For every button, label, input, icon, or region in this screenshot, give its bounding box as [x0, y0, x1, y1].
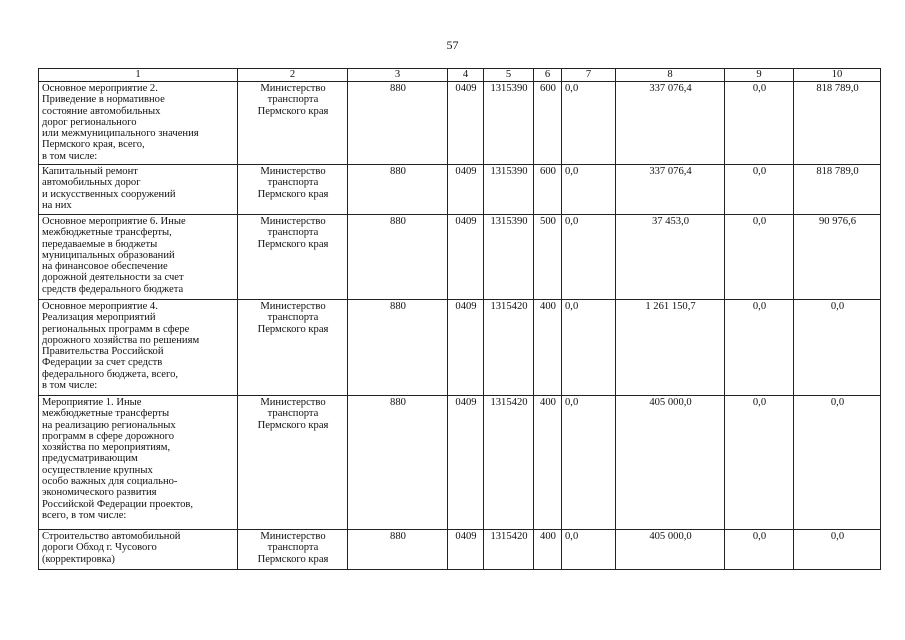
- header-cell: 4: [448, 69, 484, 82]
- org-cell: Министерство транспорта Пермского края: [238, 396, 348, 530]
- cell-col5: 1315390: [484, 165, 534, 215]
- table-row: [39, 82, 881, 165]
- header-cell: 8: [616, 69, 725, 82]
- cell-col7: 0,0: [562, 530, 616, 570]
- cell-col10: 818 789,0: [794, 82, 881, 165]
- row-name-cell: Основное мероприятие 6. Иные межбюджетные трансферты, передаваемые в бюджеты муниципальных образований на финансовое обеспечение дорожной деятельности за счет средств федерального бюджета: [39, 215, 238, 300]
- cell-col7: 0,0: [562, 300, 616, 396]
- table-row: [39, 530, 881, 570]
- header-cell: 2: [238, 69, 348, 82]
- cell-col3: 880: [348, 396, 448, 530]
- cell-col10: 818 789,0: [794, 165, 881, 215]
- cell-col4: 0409: [448, 300, 484, 396]
- cell-col7: 0,0: [562, 396, 616, 530]
- org-cell: Министерство транспорта Пермского края: [238, 82, 348, 165]
- cell-col6: 600: [534, 82, 562, 165]
- header-cell: 9: [725, 69, 794, 82]
- cell-col4: 0409: [448, 396, 484, 530]
- table-row: [39, 396, 881, 530]
- cell-col7: 0,0: [562, 82, 616, 165]
- header-cell: 5: [484, 69, 534, 82]
- cell-col3: 880: [348, 165, 448, 215]
- header-cell: 3: [348, 69, 448, 82]
- cell-col5: 1315420: [484, 300, 534, 396]
- cell-col3: 880: [348, 530, 448, 570]
- header-row: [39, 69, 881, 82]
- cell-col10: 0,0: [794, 396, 881, 530]
- row-name-cell: Основное мероприятие 4. Реализация мероприятий региональных программ в сфере дорожного хозяйства по решениям Правительства Российской Федерации за счет средств федерального бюджета, всего, в том числе:: [39, 300, 238, 396]
- table-row: [39, 215, 881, 300]
- cell-col4: 0409: [448, 530, 484, 570]
- cell-col6: 400: [534, 396, 562, 530]
- cell-col8: 337 076,4: [616, 82, 725, 165]
- cell-col6: 400: [534, 300, 562, 396]
- cell-col4: 0409: [448, 82, 484, 165]
- org-cell: Министерство транспорта Пермского края: [238, 165, 348, 215]
- header-cell: 6: [534, 69, 562, 82]
- header-cell: 1: [39, 69, 238, 82]
- table-row: [39, 300, 881, 396]
- cell-col8: 405 000,0: [616, 396, 725, 530]
- cell-col9: 0,0: [725, 82, 794, 165]
- cell-col5: 1315420: [484, 396, 534, 530]
- cell-col8: 337 076,4: [616, 165, 725, 215]
- cell-col4: 0409: [448, 215, 484, 300]
- page-number: 57: [446, 38, 459, 52]
- cell-col7: 0,0: [562, 215, 616, 300]
- header-cell: 7: [562, 69, 616, 82]
- row-name-cell: Капитальный ремонт автомобильных дорог и искусственных сооружений на них: [39, 165, 238, 215]
- cell-col9: 0,0: [725, 215, 794, 300]
- org-cell: Министерство транспорта Пермского края: [238, 530, 348, 570]
- cell-col9: 0,0: [725, 300, 794, 396]
- cell-col8: 405 000,0: [616, 530, 725, 570]
- cell-col9: 0,0: [725, 530, 794, 570]
- cell-col3: 880: [348, 300, 448, 396]
- cell-col7: 0,0: [562, 165, 616, 215]
- cell-col4: 0409: [448, 165, 484, 215]
- cell-col10: 0,0: [794, 530, 881, 570]
- row-name-cell: Строительство автомобильной дороги Обход г. Чусового (корректировка): [39, 530, 238, 570]
- cell-col6: 500: [534, 215, 562, 300]
- cell-col9: 0,0: [725, 396, 794, 530]
- budget-table: [38, 68, 881, 570]
- cell-col10: 0,0: [794, 300, 881, 396]
- cell-col6: 600: [534, 165, 562, 215]
- cell-col5: 1315390: [484, 215, 534, 300]
- row-name-cell: Основное мероприятие 2. Приведение в нормативное состояние автомобильных дорог регионального или межмуниципального значения Пермского края, всего, в том числе:: [39, 82, 238, 165]
- row-name-cell: Мероприятие 1. Иные межбюджетные трансферты на реализацию региональных программ в сфере дорожного хозяйства по мероприятиям, предусматривающим осуществление крупных особо важных для социально- экономического развития Российской Федерации проектов, всего, в том числе:: [39, 396, 238, 530]
- cell-col8: 37 453,0: [616, 215, 725, 300]
- cell-col3: 880: [348, 215, 448, 300]
- cell-col8: 1 261 150,7: [616, 300, 725, 396]
- cell-col6: 400: [534, 530, 562, 570]
- table-row: [39, 165, 881, 215]
- org-cell: Министерство транспорта Пермского края: [238, 300, 348, 396]
- cell-col9: 0,0: [725, 165, 794, 215]
- cell-col5: 1315390: [484, 82, 534, 165]
- header-cell: 10: [794, 69, 881, 82]
- org-cell: Министерство транспорта Пермского края: [238, 215, 348, 300]
- cell-col5: 1315420: [484, 530, 534, 570]
- cell-col3: 880: [348, 82, 448, 165]
- cell-col10: 90 976,6: [794, 215, 881, 300]
